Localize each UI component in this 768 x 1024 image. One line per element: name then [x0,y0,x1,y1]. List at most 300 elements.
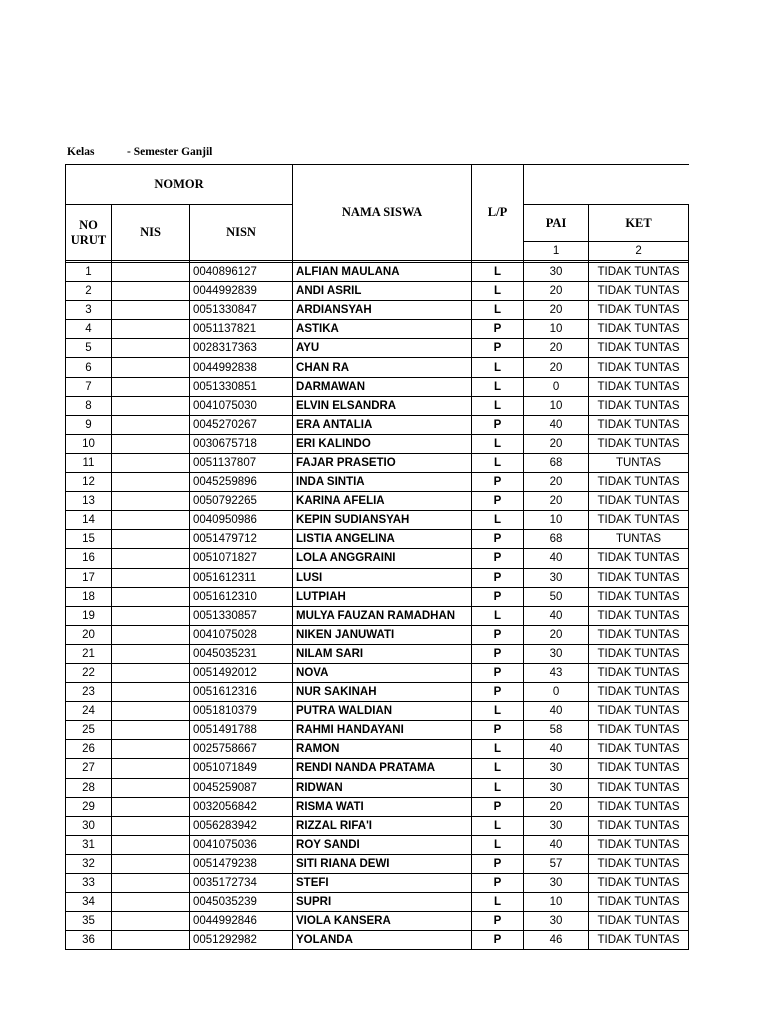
row-no-urut: 13 [66,492,112,511]
row-nisn: 0051330847 [190,301,293,320]
row-nis [112,568,190,587]
row-ket-status: TIDAK TUNTAS [589,874,689,893]
row-nis [112,453,190,472]
row-no-urut: 24 [66,702,112,721]
row-lp: L [472,778,524,797]
row-pai-score: 20 [524,473,589,492]
table-row [66,377,689,396]
row-pai-score: 30 [524,874,589,893]
row-lp: L [472,263,524,282]
row-pai-score: 40 [524,740,589,759]
sheet-caption [67,146,212,158]
row-nama-siswa: FAJAR PRASETIO [293,453,472,472]
table-row [66,396,689,415]
table-row [66,854,689,873]
row-no-urut: 2 [66,282,112,301]
row-nama-siswa: ARDIANSYAH [293,301,472,320]
row-ket-status: TIDAK TUNTAS [589,511,689,530]
table-row [66,702,689,721]
row-lp: P [472,797,524,816]
row-ket-status: TUNTAS [589,530,689,549]
row-pai-score: 58 [524,721,589,740]
row-nis [112,434,190,453]
row-nisn: 0045259087 [190,778,293,797]
row-ket-status: TIDAK TUNTAS [589,702,689,721]
row-pai-score: 10 [524,511,589,530]
row-nama-siswa: LOLA ANGGRAINI [293,549,472,568]
row-ket-status: TIDAK TUNTAS [589,912,689,931]
row-no-urut: 23 [66,683,112,702]
row-nama-siswa: ERI KALINDO [293,434,472,453]
row-nisn: 0051492012 [190,663,293,682]
row-nama-siswa: ALFIAN MAULANA [293,263,472,282]
row-nis [112,797,190,816]
row-nisn: 0045259896 [190,473,293,492]
row-nis [112,263,190,282]
row-lp: P [472,912,524,931]
row-nama-siswa: RENDI NANDA PRATAMA [293,759,472,778]
row-pai-score: 30 [524,759,589,778]
row-no-urut: 19 [66,606,112,625]
table-row [66,625,689,644]
row-nis [112,492,190,511]
row-nis [112,415,190,434]
row-nis [112,721,190,740]
row-no-urut: 25 [66,721,112,740]
row-lp: P [472,339,524,358]
row-no-urut: 17 [66,568,112,587]
table-row [66,320,689,339]
row-lp: L [472,396,524,415]
row-no-urut: 4 [66,320,112,339]
header-no-urut: NO URUT [66,205,112,261]
row-lp: P [472,492,524,511]
row-nama-siswa: VIOLA KANSERA [293,912,472,931]
row-lp: P [472,587,524,606]
row-nisn: 0044992838 [190,358,293,377]
row-pai-score: 10 [524,396,589,415]
row-nis [112,644,190,663]
row-lp: P [472,415,524,434]
row-no-urut: 12 [66,473,112,492]
row-pai-score: 43 [524,663,589,682]
row-lp: P [472,320,524,339]
row-nama-siswa: YOLANDA [293,931,472,950]
row-nama-siswa: RIDWAN [293,778,472,797]
table-row [66,511,689,530]
row-pai-score: 20 [524,625,589,644]
row-nisn: 0056283942 [190,816,293,835]
kelas-label: Kelas [67,146,95,158]
row-ket-status: TIDAK TUNTAS [589,625,689,644]
row-nama-siswa: SUPRI [293,893,472,912]
table-row [66,816,689,835]
row-lp: L [472,511,524,530]
row-nisn: 0051612311 [190,568,293,587]
row-nama-siswa: LUSI [293,568,472,587]
row-ket-status: TIDAK TUNTAS [589,415,689,434]
row-nis [112,854,190,873]
row-pai-score: 68 [524,530,589,549]
row-pai-score: 20 [524,434,589,453]
header-lp: L/P [472,165,524,261]
row-pai-score: 40 [524,702,589,721]
row-lp: P [472,549,524,568]
table-row [66,263,689,282]
row-ket-status: TIDAK TUNTAS [589,644,689,663]
row-ket-status: TIDAK TUNTAS [589,473,689,492]
row-no-urut: 26 [66,740,112,759]
header-ket: KET [589,205,689,242]
header-nis: NIS [112,205,190,261]
row-no-urut: 8 [66,396,112,415]
row-nisn: 0044992839 [190,282,293,301]
row-nis [112,816,190,835]
row-nama-siswa: RIZZAL RIFA'I [293,816,472,835]
table-row [66,453,689,472]
row-no-urut: 28 [66,778,112,797]
table-row [66,282,689,301]
row-no-urut: 34 [66,893,112,912]
row-nama-siswa: ROY SANDI [293,835,472,854]
table-row [66,358,689,377]
header-nomor: NOMOR [66,165,293,205]
table-row [66,415,689,434]
row-lp: P [472,625,524,644]
row-pai-score: 30 [524,778,589,797]
row-no-urut: 21 [66,644,112,663]
row-ket-status: TIDAK TUNTAS [589,434,689,453]
row-lp: L [472,282,524,301]
row-nama-siswa: MULYA FAUZAN RAMADHAN [293,606,472,625]
row-ket-status: TIDAK TUNTAS [589,358,689,377]
table-row [66,874,689,893]
row-nisn: 0045270267 [190,415,293,434]
row-nis [112,396,190,415]
row-lp: P [472,931,524,950]
table-row [66,912,689,931]
row-pai-score: 68 [524,453,589,472]
row-pai-score: 20 [524,339,589,358]
row-no-urut: 30 [66,816,112,835]
row-nisn: 0051071827 [190,549,293,568]
row-pai-score: 40 [524,606,589,625]
row-ket-status: TIDAK TUNTAS [589,683,689,702]
row-nisn: 0051810379 [190,702,293,721]
row-nis [112,931,190,950]
row-ket-status: TIDAK TUNTAS [589,568,689,587]
row-lp: L [472,377,524,396]
table-row [66,606,689,625]
table-row [66,778,689,797]
table-row [66,644,689,663]
row-nisn: 0035172734 [190,874,293,893]
row-nis [112,683,190,702]
row-pai-score: 30 [524,912,589,931]
row-no-urut: 5 [66,339,112,358]
row-ket-status: TIDAK TUNTAS [589,931,689,950]
table-row [66,339,689,358]
row-nisn: 0044992846 [190,912,293,931]
row-nisn: 0051137807 [190,453,293,472]
row-no-urut: 6 [66,358,112,377]
row-nis [112,778,190,797]
grade-table [65,164,689,950]
row-nisn: 0051330851 [190,377,293,396]
row-nisn: 0040950986 [190,511,293,530]
row-no-urut: 20 [66,625,112,644]
row-ket-status: TIDAK TUNTAS [589,663,689,682]
row-pai-score: 20 [524,301,589,320]
row-ket-status: TIDAK TUNTAS [589,759,689,778]
row-no-urut: 1 [66,263,112,282]
row-ket-status: TIDAK TUNTAS [589,721,689,740]
row-nis [112,473,190,492]
row-nis [112,702,190,721]
row-pai-score: 30 [524,263,589,282]
row-ket-status: TIDAK TUNTAS [589,377,689,396]
row-nisn: 0041075036 [190,835,293,854]
header-ket-number: 2 [589,242,689,261]
row-no-urut: 11 [66,453,112,472]
row-pai-score: 20 [524,358,589,377]
header-nama-siswa: NAMA SISWA [293,165,472,261]
row-lp: P [472,683,524,702]
table-row [66,663,689,682]
row-nisn: 0025758667 [190,740,293,759]
row-nama-siswa: NILAM SARI [293,644,472,663]
row-ket-status: TIDAK TUNTAS [589,339,689,358]
row-no-urut: 31 [66,835,112,854]
row-ket-status: TIDAK TUNTAS [589,301,689,320]
row-nama-siswa: ELVIN ELSANDRA [293,396,472,415]
row-ket-status: TIDAK TUNTAS [589,320,689,339]
row-nis [112,339,190,358]
table-row [66,492,689,511]
row-ket-status: TIDAK TUNTAS [589,740,689,759]
row-no-urut: 32 [66,854,112,873]
semester-label: - Semester Ganjil [127,146,213,158]
row-nama-siswa: RAHMI HANDAYANI [293,721,472,740]
row-ket-status: TIDAK TUNTAS [589,492,689,511]
table-row [66,530,689,549]
row-nisn: 0051292982 [190,931,293,950]
row-ket-status: TIDAK TUNTAS [589,606,689,625]
row-no-urut: 18 [66,587,112,606]
row-pai-score: 50 [524,587,589,606]
row-pai-score: 20 [524,282,589,301]
row-ket-status: TIDAK TUNTAS [589,263,689,282]
row-ket-status: TIDAK TUNTAS [589,893,689,912]
row-no-urut: 35 [66,912,112,931]
row-ket-status: TIDAK TUNTAS [589,549,689,568]
row-nisn: 0051330857 [190,606,293,625]
row-lp: P [472,663,524,682]
row-nis [112,893,190,912]
row-nis [112,320,190,339]
row-lp: L [472,835,524,854]
table-row [66,587,689,606]
table-row [66,835,689,854]
row-nis [112,549,190,568]
row-nisn: 0051612310 [190,587,293,606]
row-nisn: 0050792265 [190,492,293,511]
row-nis [112,511,190,530]
row-nis [112,625,190,644]
row-no-urut: 33 [66,874,112,893]
row-lp: P [472,854,524,873]
row-nama-siswa: AYU [293,339,472,358]
row-lp: P [472,874,524,893]
row-nama-siswa: NOVA [293,663,472,682]
row-nis [112,301,190,320]
row-lp: L [472,301,524,320]
table-row [66,893,689,912]
row-pai-score: 0 [524,377,589,396]
row-nama-siswa: NUR SAKINAH [293,683,472,702]
row-nama-siswa: ASTIKA [293,320,472,339]
row-lp: P [472,644,524,663]
row-nama-siswa: CHAN RA [293,358,472,377]
row-ket-status: TIDAK TUNTAS [589,797,689,816]
row-no-urut: 15 [66,530,112,549]
row-no-urut: 3 [66,301,112,320]
student-rows [66,263,689,950]
row-nama-siswa: RISMA WATI [293,797,472,816]
row-nisn: 0051071849 [190,759,293,778]
row-no-urut: 10 [66,434,112,453]
row-nis [112,835,190,854]
row-nis [112,912,190,931]
row-lp: L [472,606,524,625]
row-nisn: 0051479238 [190,854,293,873]
row-pai-score: 10 [524,320,589,339]
header-subject-group [524,165,689,205]
row-nisn: 0028317363 [190,339,293,358]
row-lp: P [472,568,524,587]
row-nama-siswa: KEPIN SUDIANSYAH [293,511,472,530]
row-pai-score: 30 [524,816,589,835]
table-row [66,434,689,453]
row-pai-score: 30 [524,568,589,587]
row-nama-siswa: KARINA AFELIA [293,492,472,511]
row-no-urut: 7 [66,377,112,396]
table-row [66,683,689,702]
row-lp: L [472,434,524,453]
table-row [66,931,689,950]
row-lp: L [472,740,524,759]
row-nama-siswa: ERA ANTALIA [293,415,472,434]
row-no-urut: 22 [66,663,112,682]
row-nis [112,377,190,396]
table-row [66,301,689,320]
row-ket-status: TIDAK TUNTAS [589,778,689,797]
row-nis [112,759,190,778]
table-row [66,721,689,740]
row-no-urut: 27 [66,759,112,778]
row-nis [112,740,190,759]
row-lp: P [472,473,524,492]
row-ket-status: TIDAK TUNTAS [589,587,689,606]
row-pai-score: 57 [524,854,589,873]
row-nisn: 0041075030 [190,396,293,415]
row-nama-siswa: SITI RIANA DEWI [293,854,472,873]
row-lp: L [472,702,524,721]
row-no-urut: 29 [66,797,112,816]
row-nisn: 0045035231 [190,644,293,663]
table-row [66,759,689,778]
row-nisn: 0051479712 [190,530,293,549]
row-ket-status: TUNTAS [589,453,689,472]
row-pai-score: 46 [524,931,589,950]
row-nis [112,282,190,301]
row-nis [112,874,190,893]
row-nisn: 0040896127 [190,263,293,282]
row-nama-siswa: DARMAWAN [293,377,472,396]
row-pai-score: 20 [524,797,589,816]
row-nis [112,530,190,549]
row-nama-siswa: PUTRA WALDIAN [293,702,472,721]
row-pai-score: 40 [524,835,589,854]
row-ket-status: TIDAK TUNTAS [589,396,689,415]
row-ket-status: TIDAK TUNTAS [589,282,689,301]
row-nisn: 0051491788 [190,721,293,740]
row-lp: P [472,530,524,549]
row-nama-siswa: INDA SINTIA [293,473,472,492]
row-no-urut: 16 [66,549,112,568]
row-nama-siswa: LUTPIAH [293,587,472,606]
row-nis [112,606,190,625]
row-no-urut: 9 [66,415,112,434]
row-ket-status: TIDAK TUNTAS [589,854,689,873]
row-lp: L [472,759,524,778]
row-nama-siswa: ANDI ASRIL [293,282,472,301]
row-pai-score: 20 [524,492,589,511]
row-nisn: 0051137821 [190,320,293,339]
row-ket-status: TIDAK TUNTAS [589,835,689,854]
header-pai: PAI [524,205,589,242]
row-nisn: 0045035239 [190,893,293,912]
row-lp: P [472,721,524,740]
row-pai-score: 30 [524,644,589,663]
row-lp: L [472,453,524,472]
row-nis [112,358,190,377]
table-row [66,568,689,587]
row-nama-siswa: NIKEN JANUWATI [293,625,472,644]
row-lp: L [472,893,524,912]
row-nama-siswa: STEFI [293,874,472,893]
table-row [66,740,689,759]
row-nama-siswa: LISTIA ANGELINA [293,530,472,549]
row-pai-score: 10 [524,893,589,912]
row-nis [112,663,190,682]
header-nisn: NISN [190,205,293,261]
table-row [66,549,689,568]
row-pai-score: 40 [524,549,589,568]
row-nisn: 0041075028 [190,625,293,644]
row-nama-siswa: RAMON [293,740,472,759]
row-no-urut: 36 [66,931,112,950]
header-pai-number: 1 [524,242,589,261]
row-ket-status: TIDAK TUNTAS [589,816,689,835]
row-nis [112,587,190,606]
row-pai-score: 40 [524,415,589,434]
row-no-urut: 14 [66,511,112,530]
row-nisn: 0032056842 [190,797,293,816]
row-lp: L [472,358,524,377]
row-lp: L [472,816,524,835]
row-pai-score: 0 [524,683,589,702]
